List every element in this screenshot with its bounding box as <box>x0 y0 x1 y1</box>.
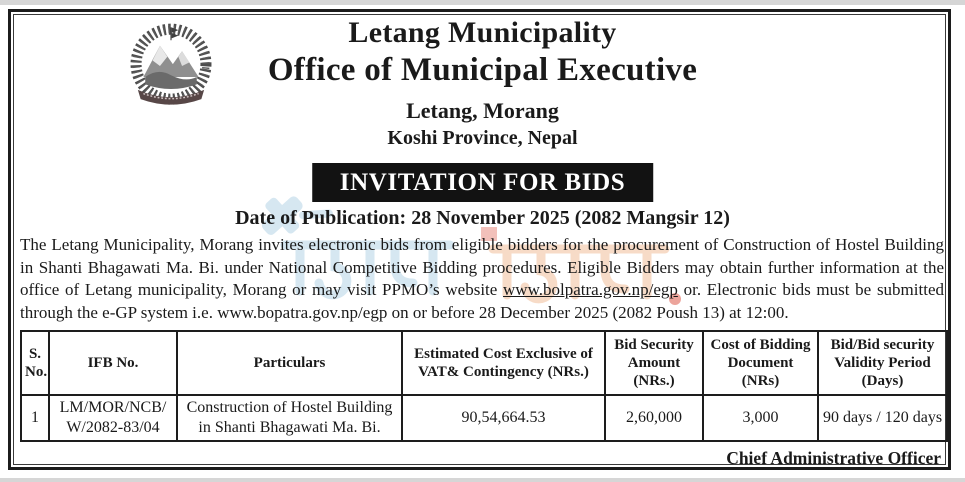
scan-edge-top <box>0 0 965 5</box>
bid-details-table <box>20 330 948 442</box>
letterhead <box>0 16 965 151</box>
notice-text-after-link: or. Electronic bids must be submitted through the e-GP system i.e. www.bopatra.gov.np/egp on or before 28 December 2025 (2082 Poush 13) at 12:00. <box>20 280 944 322</box>
header-bid-security: Bid Security Amount (NRs.) <box>605 331 703 395</box>
header-particulars: Particulars <box>177 331 402 395</box>
invitation-for-bids-banner: INVITATION FOR BIDS <box>312 163 654 202</box>
signature-title: Chief Administrative Officer <box>726 448 941 468</box>
office-name: Office of Municipal Executive <box>267 52 698 88</box>
header-estimated-cost: Estimated Cost Exclusive of VAT& Contingency (NRs.) <box>402 331 605 395</box>
table-header-row <box>21 331 947 395</box>
cell-bidding-doc-cost: 3,000 <box>703 395 818 441</box>
cell-particulars: Construction of Hostel Building in Shanti Bhagawati Ma. Bi. <box>177 395 402 441</box>
province-line: Koshi Province, Nepal <box>387 127 578 149</box>
notice-paragraph <box>20 234 944 324</box>
scan-edge-bottom <box>0 478 965 482</box>
office-location: Letang, Morang <box>406 98 559 123</box>
bolpatra-website-link[interactable]: www.bolpatra.gov.np/egp <box>503 280 678 299</box>
header-validity-period: Bid/Bid security Validity Period (Days) <box>818 331 947 395</box>
table-row <box>21 395 947 441</box>
publication-date: Date of Publication: 28 November 2025 (2082 Mangsir 12) <box>235 207 730 229</box>
header-bidding-doc-cost: Cost of Bidding Document (NRs) <box>703 331 818 395</box>
cell-validity-period: 90 days / 120 days <box>818 395 947 441</box>
cell-ifb-no: LM/MOR/NCB/ W/2082-83/04 <box>49 395 177 441</box>
cell-estimated-cost: 90,54,664.53 <box>402 395 605 441</box>
municipality-name: Letang Municipality <box>348 16 617 49</box>
header-ifb-no: IFB No. <box>49 331 177 395</box>
cell-bid-security: 2,60,000 <box>605 395 703 441</box>
cell-s-no: 1 <box>21 395 49 441</box>
header-s-no: S. No. <box>21 331 49 395</box>
notice-text-before-link: The Letang Municipality, Morang invites electronic bids from eligible bidders for the procurement of Construction of Hostel Building in Shanti Bhagawati Ma. Bi. under National Competitive Bidding procedures. Eligible Bidders may obtain further information at the office of Letang municipality, Morang or may visit PPMO’s website <box>20 235 944 299</box>
